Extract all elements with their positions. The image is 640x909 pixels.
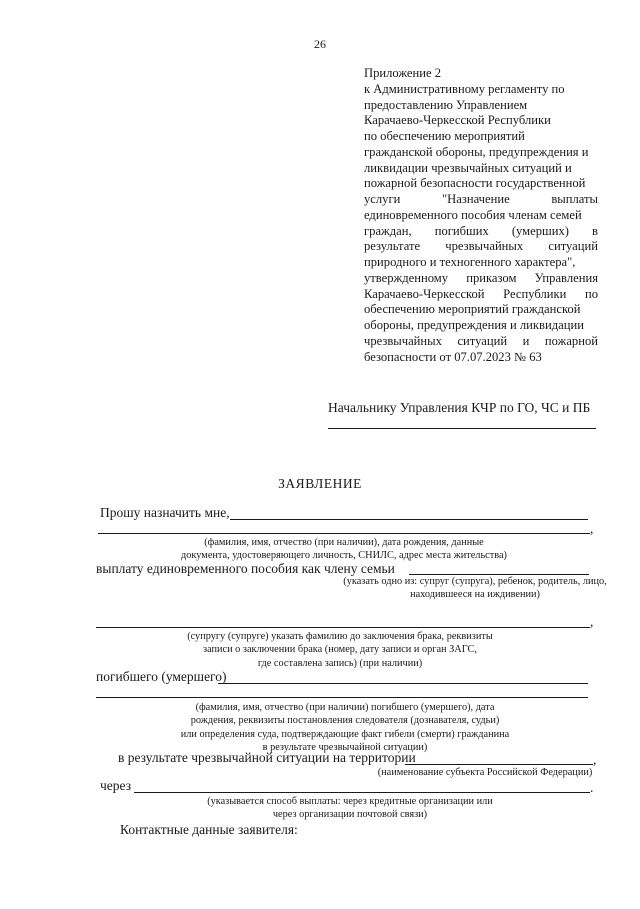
spouse-details-field[interactable]	[96, 627, 590, 628]
applicant-details-field[interactable]	[98, 533, 590, 534]
appendix-line: единовременного пособия членам семей	[364, 207, 582, 222]
hint-relation: (указать одно из: супруг (супруга), ребенок, родитель, лицо, находившееся на иждивении)	[343, 576, 607, 601]
appendix-line: пожарной безопасности государственной	[364, 176, 586, 191]
appendix-line: утвержденному приказом Управления	[364, 270, 598, 285]
deceased-name-field[interactable]	[218, 683, 588, 684]
hint-applicant: (фамилия, имя, отчество (при наличии), дата рождения, данные документа, удостоверяющего личность, СНИЛС, адрес места жительства)	[181, 537, 507, 562]
payment-method-field[interactable]	[134, 792, 590, 793]
appendix-line: обеспечению мероприятий гражданской	[364, 302, 581, 317]
addressee: Начальнику Управления КЧР по ГО, ЧС и ПБ	[328, 400, 591, 415]
document-title: ЗАЯВЛЕНИЕ	[278, 476, 362, 491]
deceased-label: погибшего (умершего)	[96, 669, 227, 684]
appendix-line: чрезвычайных ситуаций и пожарной	[364, 333, 598, 348]
comma: ,	[590, 614, 594, 629]
appendix-line: Карачаево-Черкесской Республики	[364, 113, 551, 128]
period: .	[590, 780, 594, 795]
appendix-line: безопасности от 07.07.2023 № 63	[364, 349, 542, 364]
hint-region: (наименование субъекта Российской Федерации)	[377, 767, 593, 778]
hint-deceased: (фамилия, имя, отчество (при наличии) погибшего (умершего), дата рождения, реквизиты постановления следователя (дознавателя, судьи) или определения суда, подтверждающие факт гибели (смерти) гражданина в результате чрезвычайной ситуации)	[180, 702, 510, 753]
appendix-line: обороны, предупреждения и ликвидации	[364, 318, 584, 332]
page-number: 26	[314, 37, 326, 51]
appendix-line: граждан, погибших (умерших) в	[364, 223, 598, 238]
request-label: Прошу назначить мне,	[100, 505, 230, 520]
appendix-line: результате чрезвычайных ситуаций	[364, 239, 598, 254]
applicant-name-field[interactable]	[230, 519, 588, 520]
appendix-line: Карачаево-Черкесской Республики по	[364, 286, 598, 301]
comma: ,	[590, 521, 594, 536]
appendix-header	[364, 66, 598, 365]
hint-payment: (указывается способ выплаты: через кредитные организации или через организации почтовой связи)	[207, 796, 493, 821]
via-label: через	[100, 778, 132, 793]
appendix-line: к Административному регламенту по	[364, 81, 565, 96]
contacts-label: Контактные данные заявителя:	[120, 822, 298, 837]
addressee-signature-line[interactable]	[328, 428, 596, 429]
appendix-line: предоставлению Управлением	[364, 97, 528, 112]
appendix-line: природного и техногенного характера",	[364, 255, 576, 269]
region-field[interactable]	[405, 764, 593, 765]
payment-label: выплату единовременного пособия как члену семьи	[96, 561, 395, 576]
appendix-line: услуги "Назначение выплаты	[364, 192, 598, 206]
appendix-line: Приложение 2	[364, 66, 442, 80]
hint-spouse: (супругу (супруге) указать фамилию до заключения брака, реквизиты записи о заключении брака (номер, дату записи и орган ЗАГС, где составлена запись) (при наличии)	[187, 631, 493, 669]
comma: ,	[593, 752, 597, 767]
emergency-label: в результате чрезвычайной ситуации на территории	[118, 750, 416, 765]
deceased-details-field[interactable]	[96, 697, 588, 698]
appendix-line: по обеспечению мероприятий	[364, 129, 525, 143]
appendix-line: ликвидации чрезвычайных ситуаций и	[364, 160, 572, 175]
appendix-line: гражданской обороны, предупреждения и	[364, 144, 589, 159]
